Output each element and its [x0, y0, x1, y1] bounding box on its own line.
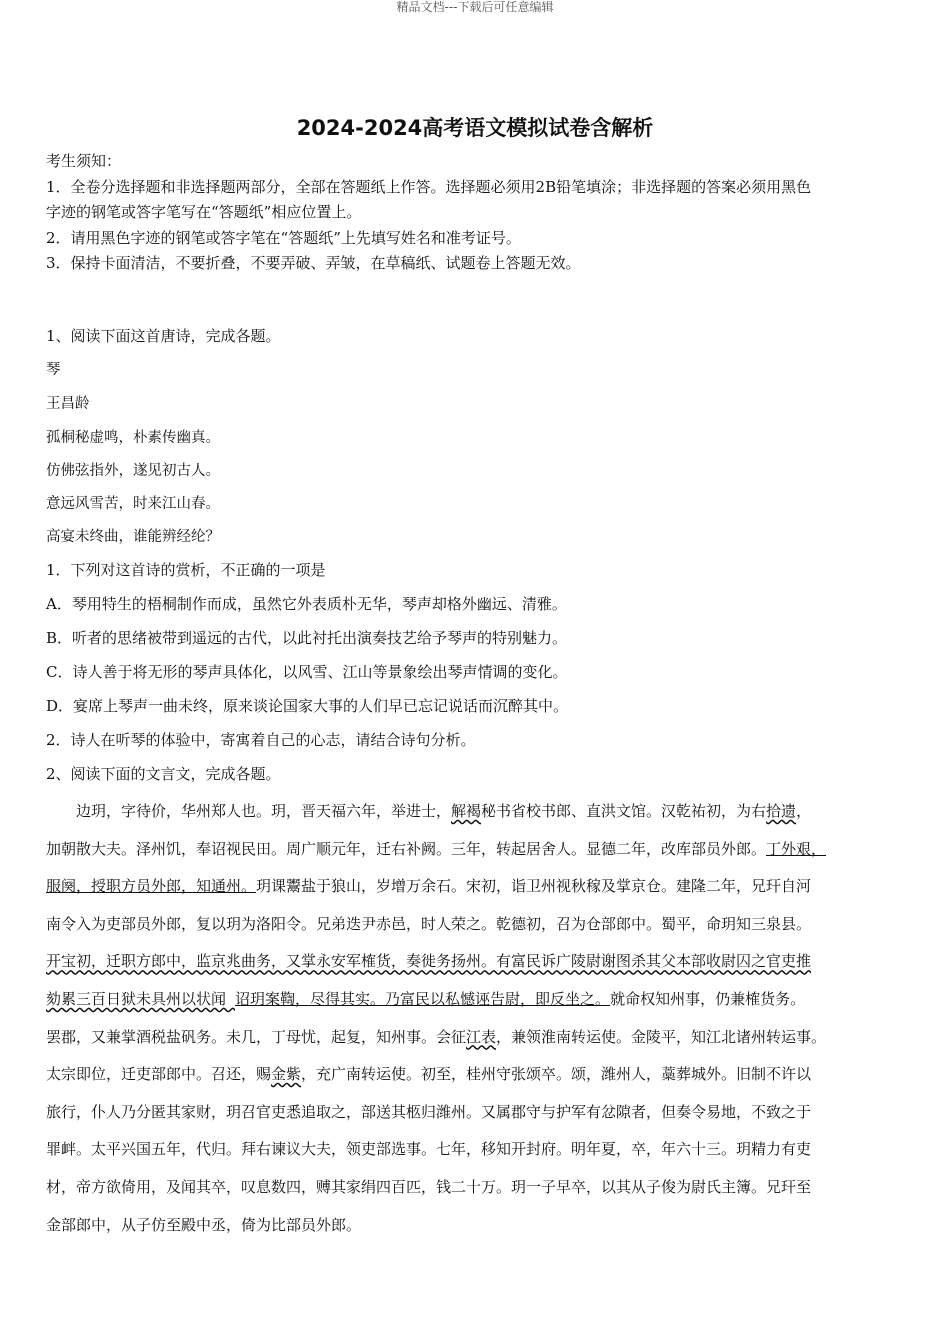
exam-notice — [46, 149, 906, 277]
question-2-intro: 2、阅读下面的文言文，完成各题。 — [46, 765, 281, 783]
sub-question-1: 1．下列对这首诗的赏析，不正确的一项是 — [46, 561, 326, 579]
passage-line: 开宝初，迁职方郎中，监京兆曲务，又掌永安军榷货，奏徙务扬州。有富民诉广陵尉谢图杀其父本部收尉囚之官吏推 — [46, 952, 812, 971]
question-1-intro: 1、阅读下面这首唐诗，完成各题。 — [46, 327, 281, 345]
passage-line: 南令入为吏部员外郎，复以玥为洛阳令。兄弟迭尹赤邑，时人荣之。乾德初，召为仓部郎中。蜀平，命玥知三泉县。 — [46, 914, 812, 933]
poem-author: 王昌龄 — [46, 396, 90, 412]
passage-line: 金部郎中，从子仿至殿中丞，倚为比部员外郎。 — [46, 1215, 362, 1234]
passage-line: 罢郡，又兼掌酒税盐矾务。未几，丁母忧，起复，知州事。会征江表，兼领淮南转运使。金陵平，知江北诸州转运事。 — [46, 1027, 827, 1046]
poem-line: 高宴未终曲，谁能辨经纶？ — [46, 529, 220, 545]
passage-line: 劾累三百日狱未具州以状闻 诏玥案鞫，尽得其实。乃富民以私憾诬告尉，即反坐之。就命权知州事，仍兼榷货务。 — [46, 989, 806, 1008]
notice-item: 3．保持卡面清洁，不要折叠，不要弄破、弄皱，在草稿纸、试题卷上答题无效。 — [46, 254, 581, 272]
notice-item: 2．请用黑色字迹的钢笔或答字笔在“答题纸”上先填写姓名和准考证号。 — [46, 228, 521, 247]
passage-line: 服阕，授职方员外郎，知通州。玥课鬻盐于狼山，岁增万余石。宋初，诣卫州视秋稼及掌京仓。建隆二年，兄玕自河 — [46, 877, 812, 896]
option-c: C．诗人善于将无形的琴声具体化，以风雪、江山等景象绘出琴声情调的变化。 — [46, 663, 568, 681]
passage-line: 边玥，字待价，华州郑人也。玥，晋天福六年，举进士，解褐秘书省校书郎、直洪文馆。汉乾祐初，为右拾遗， — [46, 802, 812, 820]
option-d: D．宴席上琴声一曲未终，原来谈论国家大事的人们早已忘记说话而沉醉其中。 — [46, 697, 569, 715]
passage-line: 材，帝方欲倚用，及闻其卒，叹息数四，赙其家绢四百匹，钱二十万。玥一子早卒，以其从子俊为尉氏主簿。兄玕至 — [46, 1177, 812, 1196]
notice-item: 字迹的钢笔或答字笔写在“答题纸”相应位置上。 — [46, 203, 362, 221]
passage-line: 太宗即位，迁吏部郎中。召还，赐金紫，充广南转运使。初至，桂州守张颂卒。颂，潍州人，藁葬城外。旧制不许以 — [46, 1065, 812, 1084]
passage-line: 加朝散大夫。泽州饥，奉诏视民田。周广顺元年，迁右补阙。三年，转起居舍人。显德二年，改库部员外郎。丁外艰， — [46, 839, 827, 858]
page-header: 精品文档---下载后可任意编辑 — [396, 0, 554, 14]
sub-question-2: 2．诗人在听琴的体验中，寄寓着自己的心志，请结合诗句分析。 — [46, 731, 476, 749]
poem-title: 琴 — [46, 362, 61, 378]
notice-heading: 考生须知： — [46, 152, 122, 170]
document-title: 2024-2024高考语文模拟试卷含解析 — [296, 116, 654, 140]
poem-line: 仿佛弦指外，遂见初古人。 — [46, 463, 220, 479]
classical-passage — [46, 793, 916, 1244]
passage-line: 旅行，仆人乃分匿其家财，玥召官吏悉追取之，部送其柩归潍州。又属郡守与护军有忿隙者，但奏令易地，不致之于 — [46, 1102, 812, 1121]
option-b: B．听者的思绪被带到遥远的古代，以此衬托出演奏技艺给予琴声的特别魅力。 — [46, 629, 568, 647]
notice-item: 1．全卷分选择题和非选择题两部分，全部在答题纸上作答。选择题必须用2B铅笔填涂；非选择题的答案必须用黑色 — [46, 177, 812, 196]
poem-line: 意远风雪苦，时来江山春。 — [46, 496, 220, 512]
passage-line: 罪衅。太平兴国五年，代归。拜右谏议大夫，领吏部选事。七年，移知开封府。明年夏，卒，年六十三。玥精力有吏 — [46, 1140, 812, 1159]
poem-line: 孤桐秘虚鸣，朴素传幽真。 — [46, 430, 220, 446]
option-a: A．琴用特生的梧桐制作而成，虽然它外表质朴无华，琴声却格外幽远、清雅。 — [46, 595, 567, 613]
